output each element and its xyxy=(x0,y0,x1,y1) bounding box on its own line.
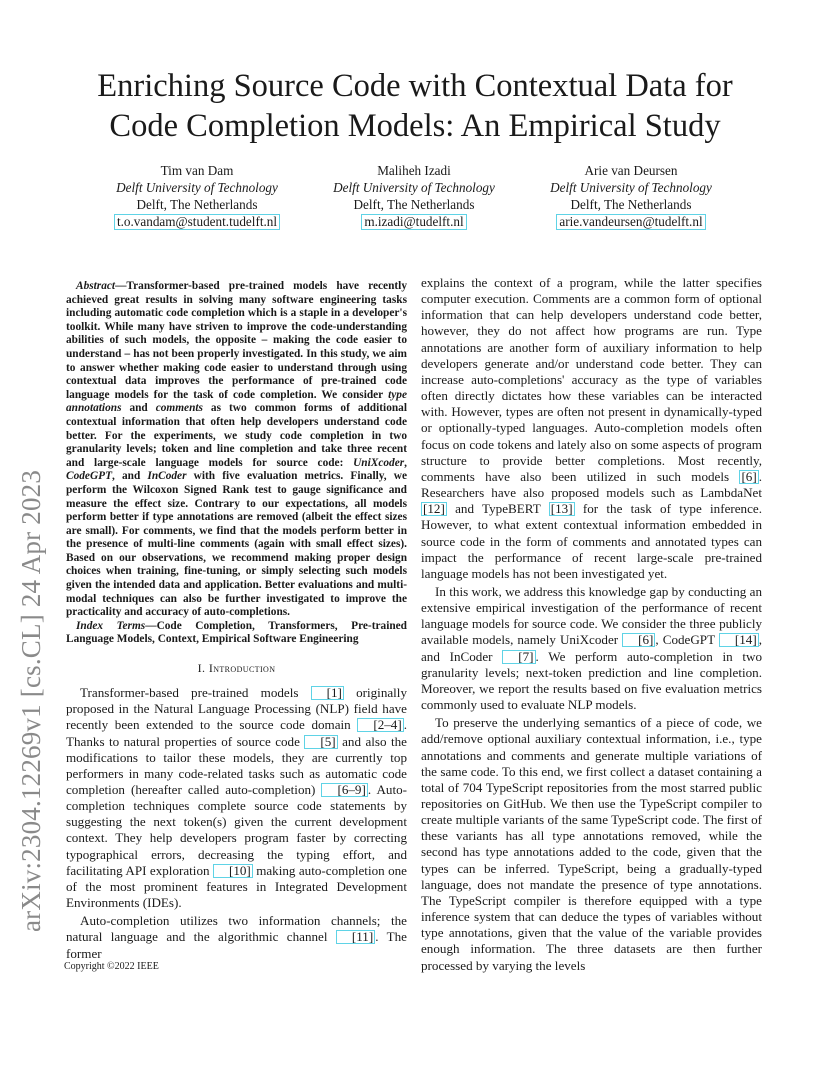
abstract-text: , and xyxy=(112,470,148,483)
abstract-text: as two common forms of additional contextual information that often help developers understand code better. For the experiments, we study code completion in two granularity levels; token and line completion and take three recent and large-scale language models for source code: xyxy=(66,402,407,469)
section-title: Introduction xyxy=(208,661,276,676)
abstract-emphasis: comments xyxy=(155,402,203,415)
citation-link[interactable]: [11] xyxy=(336,930,375,944)
author-email-link[interactable]: arie.vandeursen@tudelft.nl xyxy=(556,214,705,230)
author-name: Tim van Dam xyxy=(160,163,234,178)
author-affiliation: Delft University of Technology xyxy=(333,180,495,195)
index-terms-label: Index Terms xyxy=(76,619,146,632)
author-name: Arie van Deursen xyxy=(584,163,678,178)
citation-link[interactable]: [5] xyxy=(304,735,337,749)
author-location: Delft, The Netherlands xyxy=(570,197,692,212)
right-column xyxy=(421,275,762,974)
citation-link[interactable]: [1] xyxy=(311,686,344,700)
author-block-3 xyxy=(521,162,741,230)
abstract-text: with five evaluation metrics. Finally, we perform the Wilcoxon Signed Rank test to gauge significance and measure the effect size. Contrary to our expectations, all models perform better if type annotations are removed (albeit the effect sizes are small). For comments, we find that the models perform better in the presence of multi-line comments (again with small effect sizes). Based on our observations, we recommend making proper design choices when training, fine-tuning, or simply selecting such models given the intended data and application. Better evaluations and multi-modal techniques can also be further investigated to improve the practicality and accuracy of auto-completions. xyxy=(66,470,407,619)
citation-link[interactable]: [6] xyxy=(741,468,757,484)
paragraph-text: for the task of type inference. However, to what extent contextual information embedded in source code in the form of comments and annotated types can impact the performance of recent large-scale pre-trained language models has not been investigated yet. xyxy=(421,501,762,581)
author-location: Delft, The Netherlands xyxy=(353,197,475,212)
citation-link[interactable]: [10] xyxy=(213,864,253,878)
index-terms xyxy=(66,620,407,647)
abstract-emphasis: UniXcoder xyxy=(353,456,405,469)
left-column xyxy=(66,280,407,962)
abstract-text: and xyxy=(121,402,156,415)
intro-paragraph-1 xyxy=(66,685,407,911)
copyright-notice: Copyright ©2022 IEEE xyxy=(64,961,159,972)
citation-link[interactable]: [2–4] xyxy=(357,718,403,732)
body-paragraph: To preserve the underlying semantics of a piece of code, we add/remove optional auxiliary contextual information, i.e., type annotations and comments and generate multiple variations of the same code. To this end, we first collect a dataset containing a total of 704 TypeScript repositories from the most starred public repositories on GitHub. We then use the TypeScript compiler to create multiple variants of the same TypeScript code. The first of these variants has all type annotations removed, while the second has type annotations added to the code, given that the types can be inferred. TypeScript, being a gradually-typed language, does not mandate the presence of type annotations. The TypeScript compiler is therefore equipped with a type inference system that can deduce the types of variables without type annotations, given that the value of the variable provides enough information. The three datasets are then further processed by varying the levels xyxy=(421,715,762,973)
paragraph-text: Auto-completion utilizes two information channels; the natural language and the algorithmic channel xyxy=(66,913,407,945)
paragraph-text: , CodeGPT xyxy=(655,632,719,648)
body-paragraph xyxy=(421,275,762,582)
paragraph-text: originally proposed in the Natural Language Processing (NLP) field have recently been extended to the source code domain xyxy=(66,685,407,733)
citation-link[interactable]: [6–9] xyxy=(321,783,367,797)
citation-link[interactable]: [12] xyxy=(423,501,445,517)
section-number: I. xyxy=(197,661,209,676)
abstract-text: , xyxy=(404,456,407,469)
citation-link[interactable]: [7] xyxy=(502,650,535,664)
paragraph-text: explains the context of a program, while the latter specifies computer execution. Comments are a common form of optional information that can help developers understand code better, however, they do not affect how programs are run. Type annotations are another form of auxiliary information to help developers generate and/or understand code better. They can increase auto-completions' accuracy as the type of variables often directly dictates how these variables can be interacted with. However, types are often not present in dynamically-typed or optionally-typed languages. Auto-completion models often focus on code tokens and lately also on some aspects of program structure to provide better completions. Most recently, comments have also been utilized in such models xyxy=(421,275,762,484)
author-email-link[interactable]: t.o.vandam@student.tudelft.nl xyxy=(114,214,280,230)
paragraph-text: Transformer-based pre-trained models xyxy=(80,685,311,701)
author-affiliation: Delft University of Technology xyxy=(550,180,712,195)
body-paragraph xyxy=(421,584,762,713)
paragraph-text: In this work, we address this knowledge gap by conducting an extensive empirical investigation of the performance of recent language models for source code. We consider the three publicly available models, namely UniXcoder xyxy=(421,583,762,648)
intro-paragraph-2 xyxy=(66,913,407,961)
citation-link[interactable]: [6] xyxy=(622,633,655,647)
paragraph-text: and also the modifications to tailor these models, they are currently top performers in many code-related tasks such as automatic code completion (hereafter called auto-completion) xyxy=(66,733,407,797)
arxiv-stamp: arXiv:2304.12269v1 [cs.CL] 24 Apr 2023 xyxy=(16,469,46,932)
paragraph-text: . We perform auto-completion in two granularity levels; next-token prediction and line completion. Moreover, we report the results based on five evaluation metrics commonly used to evaluate NLP models. xyxy=(421,648,763,713)
author-name: Maliheh Izadi xyxy=(377,163,451,178)
author-location: Delft, The Netherlands xyxy=(136,197,258,212)
section-heading xyxy=(66,661,407,676)
abstract-emphasis: InCoder xyxy=(147,470,187,483)
paragraph-text: . The former xyxy=(66,929,407,961)
abstract-emphasis: type annotations xyxy=(66,388,407,415)
citation-link[interactable]: [13] xyxy=(550,501,573,517)
citation-link[interactable]: [14] xyxy=(719,633,759,647)
abstract-emphasis: CodeGPT xyxy=(66,470,112,483)
paragraph-text: , and InCoder xyxy=(421,632,762,664)
paragraph-text: and TypeBERT xyxy=(446,501,549,517)
author-email-link[interactable]: m.izadi@tudelft.nl xyxy=(361,214,466,230)
author-block-2 xyxy=(304,162,524,230)
index-terms-text: —Code Completion, Transformers, Pre-trained Language Models, Context, Empirical Software Engineering xyxy=(66,619,407,646)
author-block-1 xyxy=(87,162,307,230)
abstract xyxy=(66,280,407,620)
abstract-text: —Transformer-based pre-trained models have recently achieved great results in solving many software engineering tasks including automatic code completion which is a staple in a developer's toolkit. While many have striven to improve the code-understanding abilities of such models, the opposite – making the code easier to understand – has not been properly investigated. In this study, we aim to answer whether making code easier to understand through using contextual data improves the performance of pre-trained code language models for the task of code completion. We consider xyxy=(66,280,407,401)
paragraph-text: making auto-completion one of the most prominent features in Integrated Development Environments (IDEs). xyxy=(66,862,407,911)
paragraph-text: . Thanks to natural properties of source code xyxy=(66,717,407,749)
paper-title: Enriching Source Code with Contextual Data for Code Completion Models: An Empirical Study xyxy=(97,68,733,144)
paragraph-text: . Researchers have also proposed models such as LambdaNet xyxy=(421,468,762,501)
paragraph-text: . Auto-completion techniques complete source code statements by suggesting the next token(s) given the current development context. They help developers program faster by correcting typographical errors, decreasing the typing effort, and facilitating API exploration xyxy=(66,781,408,878)
abstract-label: Abstract xyxy=(76,280,116,292)
author-affiliation: Delft University of Technology xyxy=(116,180,278,195)
